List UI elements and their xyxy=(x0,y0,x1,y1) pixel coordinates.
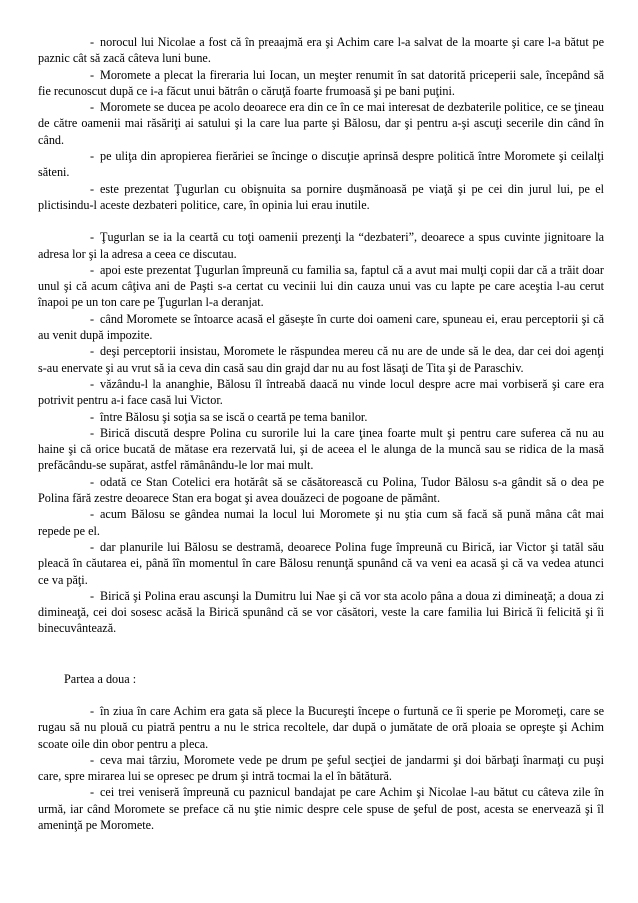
list-item xyxy=(38,784,604,833)
bullet-dash: - xyxy=(90,588,95,603)
bullet-dash: - xyxy=(90,425,95,440)
bullet-dash: - xyxy=(90,100,95,115)
list-item-text: apoi este prezentat Ţugurlan împreună cu familia sa, faptul că a avut mai mulţi copii dar că a trăit doar unul şi că acum câţiva ani de Paşti s-a certat cu vecinii lui din cauza unui vas cu lapte pe care aceştia l-au cerut înapoi pe un ton care pe Ţugurlan l-a deranjat. xyxy=(38,262,604,310)
bullet-dash: - xyxy=(90,376,95,391)
bullet-dash: - xyxy=(90,35,95,49)
spacer xyxy=(38,637,604,671)
list-item xyxy=(38,752,604,785)
list-item xyxy=(38,34,604,67)
bullet-dash: - xyxy=(90,539,95,554)
list-item xyxy=(38,148,604,181)
bullet-dash: - xyxy=(90,703,95,718)
bullet-dash: - xyxy=(90,181,95,196)
list-item-text: Ţugurlan se ia la ceartă cu toţi oamenii prezenţi la “dezbateri”, deoarece a spus cuvinte jignitoare la adresa lor şi la adresa a ceea ce discutau. xyxy=(38,230,604,261)
list-item xyxy=(38,311,604,344)
bullet-dash: - xyxy=(90,262,95,277)
list-item-text: pe uliţa din apropierea fierăriei se încinge o discuţie aprinsă despre politică între Moromete şi ceilalţi săteni. xyxy=(38,149,604,180)
list-item xyxy=(38,703,604,752)
bullet-dash: - xyxy=(90,752,95,767)
bullet-dash: - xyxy=(90,149,95,164)
list-item xyxy=(38,506,604,539)
bullet-dash: - xyxy=(90,344,95,359)
bullet-dash: - xyxy=(90,311,95,326)
list-item-text: odată ce Stan Cotelici era hotărât să se căsătorească cu Polina, Tudor Bălosu s-a gândit să o dea pe Polina fără zestre deoarece Stan era bogat şi avea douăzeci de pogoane de pământ. xyxy=(38,474,604,506)
list-item-text: este prezentat Ţugurlan cu obişnuita sa pornire duşmănoasă pe viaţă şi pe cei din jurul lui, pe el plictisindu-l aceste dezbateri politice, care, în opinia lui erau inutile. xyxy=(38,181,604,212)
section-heading: Partea a doua : xyxy=(64,671,137,686)
list-item xyxy=(38,425,604,474)
spacer xyxy=(38,213,604,229)
list-item-text: Moromete a plecat la fireraria lui Iocan, un meşter renumit în sat datorită priceperii sale, începând să fie recunoscut după ce i-a făcut unui bătrân o căruţă foarte frumoasă şi pe bani puţini. xyxy=(38,67,604,98)
section-part-two xyxy=(38,703,604,833)
list-item-text: când Moromete se întoarce acasă el găseşte în curte doi oameni care, spuneau ei, erau perceptorii şi că au venit după impozite. xyxy=(38,311,604,343)
list-item-text: Birică discută despre Polina cu surorile lui la care ţinea foarte mult şi pentru care suferea că nu au haine şi că orice bucată de mătase era rezervată lui, şi de aceea el le alunga de la muncă sau se ridica de la masă prefăcându-se supărat, astfel rămânându-le lor mai mult. xyxy=(38,425,604,473)
section-part-one-b xyxy=(38,229,604,636)
list-item-text: deşi perceptorii insistau, Moromete le răspundea mereu că nu are de unde să le dea, dar cei doi agenţi s-au enervate şi au vrut să ia ceva din casă sau din grajd dar nu au fost lăsaţi de Tita şi de Paraschiv. xyxy=(38,344,604,375)
list-item xyxy=(38,229,604,262)
list-item-text: între Bălosu şi soţia sa se iscă o ceartă pe tema banilor. xyxy=(100,409,368,424)
list-item-text: acum Bălosu se gândea numai la locul lui Moromete şi nu ştia cum să facă să pună mâna cât mai repede pe el. xyxy=(38,507,604,538)
list-item-text: ceva mai târziu, Moromete vede pe drum pe şeful secţiei de jandarmi şi doi bărbaţi înarmaţi cu puşi care, spre mirarea lui se opresec pe drum şi intră tocmai la el în bătătură. xyxy=(38,752,604,784)
spacer xyxy=(38,687,604,703)
list-item-text: norocul lui Nicolae a fost că în preaajmă era şi Achim care l-a salvat de la moarte şi care l-a bătut pe paznic cât să zacă câteva luni bune. xyxy=(38,35,604,66)
list-item xyxy=(38,409,604,425)
bullet-dash: - xyxy=(90,409,95,424)
bullet-dash: - xyxy=(90,785,95,800)
list-item xyxy=(38,539,604,588)
list-item xyxy=(38,376,604,409)
list-item-text: în ziua în care Achim era gata să plece la Bucureşti începe o furtună ce îi sperie pe Moromeţi, care se rugau să nu plouă cu piatră pentru a nu le strica recoltele, dar după o jumătate de oră ploaia se opreşte şi Achim scoate oile din obor pentru a pleca. xyxy=(38,703,604,751)
list-item xyxy=(38,343,604,376)
list-item-text: cei trei veniseră împreună cu paznicul bandajat pe care Achim şi Nicolae l-au bătut cu câteva zile în urmă, iar când Moromete se preface că nu ştie nimic despre cele spuse de şeful de post, acesta se enervează şi îl ameninţă pe Moromete. xyxy=(38,785,604,833)
list-item xyxy=(38,99,604,148)
list-item-text: dar planurile lui Bălosu se destramă, deoarece Polina fuge împreună cu Birică, iar Victor şi tatăl său pleacă în căutarea ei, până îîn momentul în care Bălosu renunţă spunând că va veni ea acasă şi că va vedea atunci ce va păţi. xyxy=(38,539,604,587)
bullet-dash: - xyxy=(90,474,95,489)
bullet-dash: - xyxy=(90,67,95,82)
bullet-dash: - xyxy=(90,230,95,245)
list-item xyxy=(38,588,604,637)
bullet-dash: - xyxy=(90,507,95,522)
list-item xyxy=(38,262,604,311)
list-item xyxy=(38,181,604,214)
list-item-text: văzându-l la ananghie, Bălosu îl întreabă daacă nu vinde locul despre acre mai vorbiseră şi care era potrivit pentru a-i face casă lui Victor. xyxy=(38,376,604,408)
list-item xyxy=(38,474,604,507)
section-part-one-a xyxy=(38,34,604,213)
list-item xyxy=(38,67,604,100)
list-item-text: Birică şi Polina erau ascunşi la Dumitru lui Nae şi că vor sta acolo pâna a doua zi dimineaţă; a doua zi dimineaţă, cei doi sosesc acăsă la Birică spunând că se vor căsători, veste la care familia lui Birică îi felicită şi îi binecuvântează. xyxy=(38,588,604,636)
list-item-text: Moromete se ducea pe acolo deoarece era din ce în ce mai interesat de dezbaterile politice, ce se ţineau de către oamenii mai răsăriţi ai satului şi la care lua parte şi Bălosu, dar şi pentru a-şi ascuţi secerile din când în când. xyxy=(38,100,604,147)
